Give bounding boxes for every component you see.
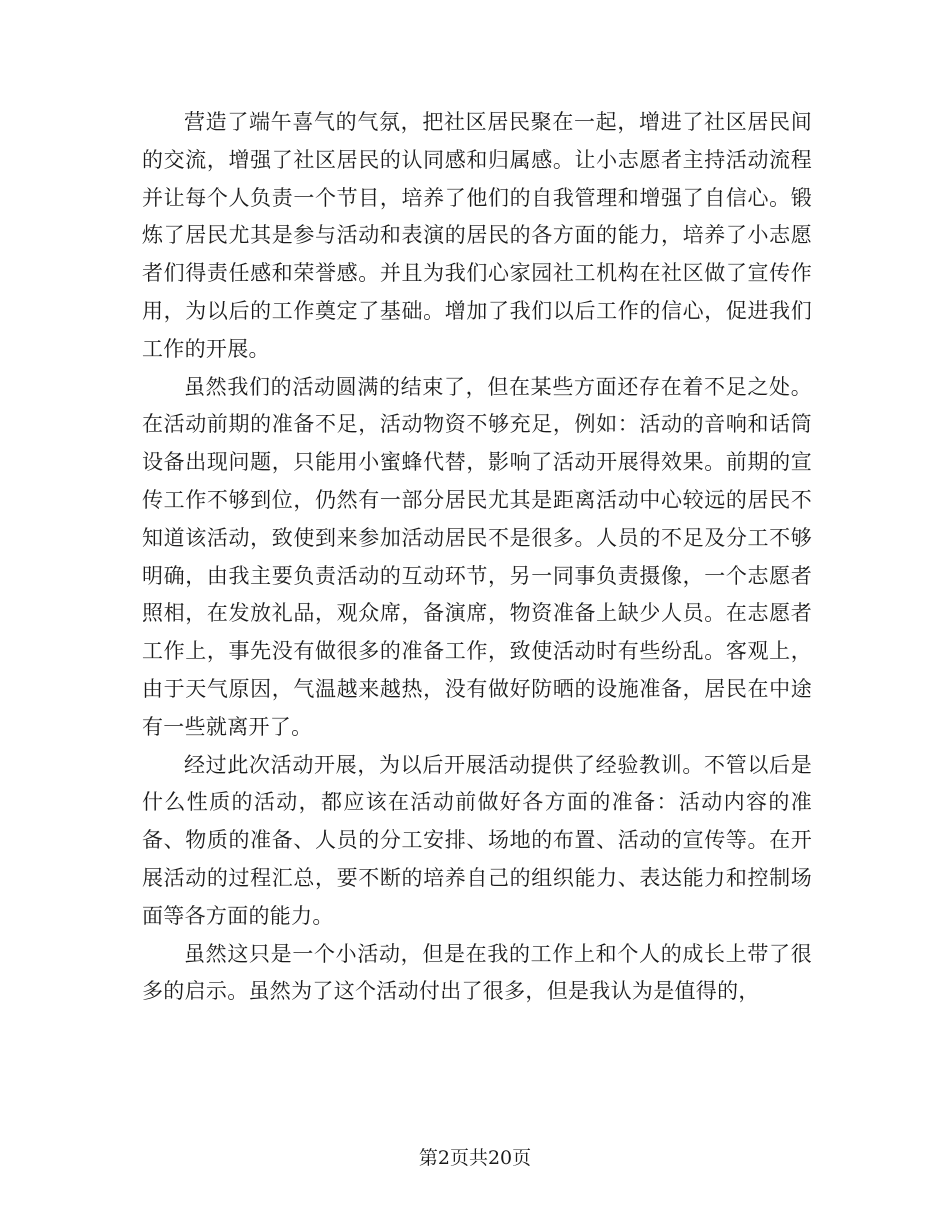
- paragraph-3: 经过此次活动开展，为以后开展活动提供了经验教训。不管以后是什么性质的活动，都应该在活动前做好各方面的准备：活动内容的准备、物质的准备、人员的分工安排、场地的布置、活动的宣传等。在开展活动的过程汇总，要不断的培养自己的组织能力、表达能力和控制场面等各方面的能力。: [142, 752, 812, 928]
- paragraph-1: 营造了端午喜气的气氛，把社区居民聚在一起，增进了社区居民间的交流，增强了社区居民的认同感和归属感。让小志愿者主持活动流程并让每个人负责一个节目，培养了他们的自我管理和增强了自信心。锻炼了居民尤其是参与活动和表演的居民的各方面的能力，培养了小志愿者们得责任感和荣誉感。并且为我们心家园社工机构在社区做了宣传作用，为以后的工作奠定了基础。增加了我们以后工作的信心，促进我们工作的开展。: [142, 110, 812, 361]
- document-body: [142, 104, 812, 1011]
- paragraph-2: 虽然我们的活动圆满的结束了，但在某些方面还存在着不足之处。在活动前期的准备不足，活动物资不够充足，例如：活动的音响和话筒设备出现问题，只能用小蜜蜂代替，影响了活动开展得效果。前期的宣传工作不够到位，仍然有一部分居民尤其是距离活动中心较远的居民不知道该活动，致使到来参加活动居民不是很多。人员的不足及分工不够明确，由我主要负责活动的互动环节，另一同事负责摄像，一个志愿者照相，在发放礼品，观众席，备演席，物资准备上缺少人员。在志愿者工作上，事先没有做很多的准备工作，致使活动时有些纷乱。客观上，由于天气原因，气温越来越热，没有做好防晒的设施准备，居民在中途有一些就离开了。: [142, 374, 812, 739]
- page-number-footer: 第2页共20页: [418, 1147, 532, 1169]
- paragraph-4: 虽然这只是一个小活动，但是在我的工作上和个人的成长上带了很多的启示。虽然为了这个活动付出了很多，但是我认为是值得的，: [142, 941, 812, 1004]
